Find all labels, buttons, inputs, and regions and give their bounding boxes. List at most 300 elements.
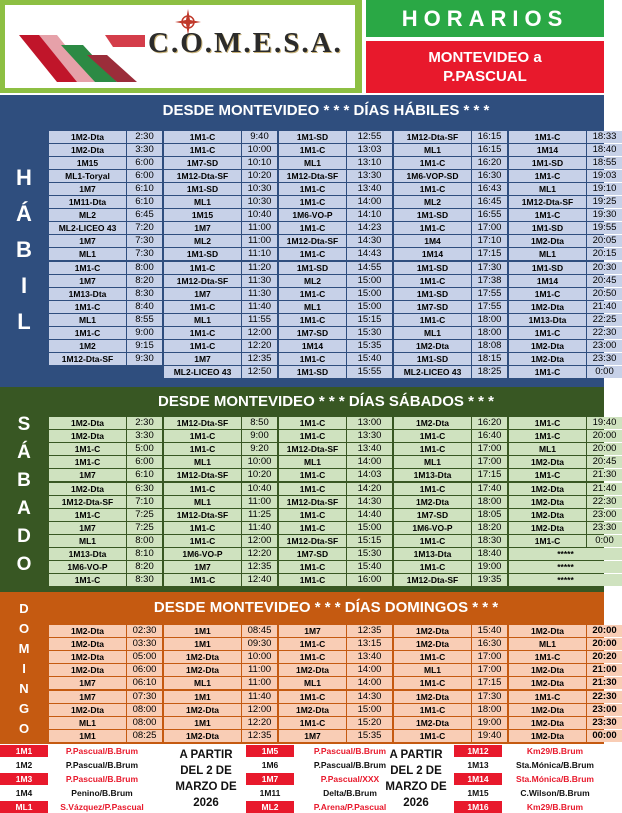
schedule-route-cell: 1M6-VO-P: [279, 209, 346, 221]
schedule-route-cell: 1M6-VO-P: [164, 548, 241, 560]
schedule-time-cell: 15:15: [347, 535, 392, 547]
schedule-time-cell: 8:30: [127, 288, 162, 300]
schedule-time-cell: 6:30: [127, 483, 162, 495]
schedule-route-cell: 1M1-C: [279, 509, 346, 521]
schedule-time-cell: 18:05: [472, 509, 507, 521]
schedule-route-cell: 1M1: [164, 625, 241, 637]
no-service-marker: *****: [509, 574, 622, 586]
schedule-time-cell: 11:40: [242, 522, 277, 534]
schedule-time-cell: 19:55: [587, 222, 622, 234]
legend-route-destination: Km29/B.Brum: [504, 801, 606, 813]
schedule-route-cell: 1M7: [49, 677, 126, 689]
side-letter: G: [18, 700, 30, 716]
section-title-habiles: DESDE MONTEVIDEO * * * DÍAS HÁBILES * * *: [162, 102, 490, 119]
schedule-route-cell: 1M1-C: [164, 340, 241, 352]
schedule-time-cell: 00:00: [587, 730, 622, 742]
legend-route-destination: P.Pascual/B.Brum: [296, 759, 404, 771]
schedule-time-cell: 15:40: [347, 353, 392, 365]
side-letter: O: [16, 553, 32, 575]
side-letter: S: [17, 413, 31, 435]
schedule-route-cell: 1M1-C: [509, 131, 586, 143]
schedule-time-cell: 09:30: [242, 638, 277, 650]
side-letter: N: [19, 680, 29, 696]
schedule-route-cell: 1M1-C: [509, 691, 586, 703]
schedule-route-cell: ML1: [394, 664, 471, 676]
schedule-route-cell: 1M12-Dta-SF: [164, 509, 241, 521]
schedule-time-cell: 22:30: [587, 691, 622, 703]
schedule-route-cell: ML1: [164, 314, 241, 326]
schedule-route-cell: 1M1-C: [164, 430, 241, 442]
schedule-time-cell: 15:00: [347, 288, 392, 300]
schedule-time-cell: 15:15: [347, 314, 392, 326]
schedule-time-cell: 17:00: [472, 222, 507, 234]
schedule-route-cell: 1M1-C: [49, 301, 126, 313]
schedule-route-cell: ML2-LICEO 43: [394, 366, 471, 378]
schedule-route-cell: 1M1-C: [509, 417, 586, 429]
schedule-route-cell: 1M12-Dta-SF: [164, 469, 241, 481]
schedule-time-cell: 7:25: [127, 522, 162, 534]
schedule-route-cell: 1M6-VO-P: [49, 561, 126, 573]
schedule-time-cell: 12:35: [242, 561, 277, 573]
schedule-route-cell: 1M2-Dta: [509, 483, 586, 495]
schedule-time-cell: 23:30: [587, 717, 622, 729]
schedule-route-cell: 1M1-C: [509, 469, 586, 481]
schedule-route-cell: 1M1: [49, 730, 126, 742]
schedule-route-cell: 1M7: [49, 522, 126, 534]
route-label: [366, 41, 604, 93]
schedule-route-cell: 1M7: [279, 730, 346, 742]
schedule-time-cell: 18:30: [472, 535, 507, 547]
schedule-time-cell: 13:15: [347, 638, 392, 650]
effective-date-line: DEL 2 DE: [390, 765, 442, 777]
schedule-route-cell: 1M13-Dta: [394, 548, 471, 560]
schedule-route-cell: ML2: [164, 235, 241, 247]
schedule-time-cell: 17:55: [472, 288, 507, 300]
schedule-route-cell: 1M1-C: [279, 469, 346, 481]
schedule-time-cell: 22:30: [587, 327, 622, 339]
schedule-route-cell: 1M7-SD: [164, 157, 241, 169]
schedule-time-cell: 8:00: [127, 535, 162, 547]
schedule-route-cell: ML1: [279, 677, 346, 689]
schedule-route-cell: ML1: [164, 456, 241, 468]
schedule-route-cell: ML1: [394, 456, 471, 468]
legend-route-destination: Sta.Mónica/B.Brum: [504, 773, 606, 785]
schedule-route-cell: 1M1-C: [279, 288, 346, 300]
schedule-time-cell: 19:00: [472, 561, 507, 573]
schedule-route-cell: 1M1-C: [164, 144, 241, 156]
effective-date-line: 2026: [193, 797, 219, 809]
schedule-route-cell: 1M1-C: [394, 561, 471, 573]
schedule-time-cell: 12:35: [242, 353, 277, 365]
schedule-time-cell: 21:00: [587, 664, 622, 676]
schedule-route-cell: 1M1-C: [164, 522, 241, 534]
schedule-time-cell: 17:00: [472, 443, 507, 455]
schedule-time-cell: 21:40: [587, 301, 622, 313]
schedule-route-cell: 1M2-Dta: [509, 704, 586, 716]
legend-route-code: 1M7: [246, 773, 294, 785]
schedule-time-cell: 13:40: [347, 183, 392, 195]
schedule-time-cell: 8:10: [127, 548, 162, 560]
schedule-time-cell: 21:30: [587, 469, 622, 481]
schedule-time-cell: 20:30: [587, 262, 622, 274]
schedule-route-cell: 1M2-Dta: [509, 522, 586, 534]
legend-route-code: ML1: [0, 801, 48, 813]
schedule-time-cell: 18:40: [472, 548, 507, 560]
schedule-time-cell: 20:00: [587, 443, 622, 455]
schedule-time-cell: 9:00: [127, 327, 162, 339]
schedule-route-cell: 1M12-Dta-SF: [279, 443, 346, 455]
schedule-time-cell: 16:00: [347, 574, 392, 586]
schedule-time-cell: 11:00: [242, 235, 277, 247]
side-label-sabado: [0, 387, 48, 592]
schedule-route-cell: 1M14: [509, 275, 586, 287]
schedule-time-cell: 11:00: [242, 677, 277, 689]
side-letter: D: [19, 600, 29, 616]
schedule-route-cell: 1M1-C: [164, 131, 241, 143]
schedule-time-cell: 16:30: [472, 638, 507, 650]
schedule-time-cell: 7:25: [127, 509, 162, 521]
schedule-route-cell: 1M7: [164, 353, 241, 365]
schedule-route-cell: 1M2-Dta: [509, 664, 586, 676]
schedule-time-cell: 19:40: [587, 417, 622, 429]
schedule-time-cell: 6:00: [127, 157, 162, 169]
schedule-time-cell: 13:03: [347, 144, 392, 156]
schedule-time-cell: 17:10: [472, 235, 507, 247]
schedule-time-cell: 17:15: [472, 248, 507, 260]
schedule-time-cell: 21:40: [587, 483, 622, 495]
schedule-time-cell: 16:45: [472, 196, 507, 208]
schedule-route-cell: 1M12-Dta-SF: [164, 170, 241, 182]
schedule-time-cell: 20:20: [587, 651, 622, 663]
schedule-time-cell: 7:10: [127, 496, 162, 508]
schedule-time-cell: 20:45: [587, 456, 622, 468]
schedule-time-cell: 6:10: [127, 469, 162, 481]
schedule-route-cell: 1M12-Dta-SF: [49, 496, 126, 508]
schedule-route-cell: 1M7-SD: [394, 301, 471, 313]
schedule-route-cell: 1M1-C: [49, 509, 126, 521]
schedule-time-cell: 10:10: [242, 157, 277, 169]
schedule-route-cell: 1M1-SD: [509, 262, 586, 274]
schedule-route-cell: ML1: [279, 456, 346, 468]
schedule-route-cell: 1M2-Dta: [509, 235, 586, 247]
legend-route-code: 1M4: [0, 787, 48, 799]
schedule-route-cell: 1M2-Dta: [509, 496, 586, 508]
schedule-time-cell: 11:00: [242, 222, 277, 234]
schedule-route-cell: ML1: [49, 535, 126, 547]
schedule-route-cell: 1M1-C: [279, 144, 346, 156]
legend-route-destination: P.Pascual/B.Brum: [50, 745, 154, 757]
side-letter: L: [17, 309, 31, 334]
schedule-time-cell: 10:20: [242, 469, 277, 481]
schedule-time-cell: 17:30: [472, 691, 507, 703]
schedule-route-cell: 1M1-C: [49, 443, 126, 455]
legend-route-code: 1M6: [246, 759, 294, 771]
no-service-marker: *****: [509, 548, 622, 560]
schedule-time-cell: 12:00: [242, 704, 277, 716]
schedule-time-cell: 11:40: [242, 301, 277, 313]
schedule-route-cell: 1M1-SD: [279, 131, 346, 143]
schedule-route-cell: 1M12-Dta-SF: [164, 275, 241, 287]
schedule-time-cell: 15:30: [347, 548, 392, 560]
schedule-route-cell: 1M15: [164, 209, 241, 221]
schedule-time-cell: 11:30: [242, 288, 277, 300]
schedule-route-cell: 1M1-C: [164, 327, 241, 339]
schedule-route-cell: 1M1-C: [509, 288, 586, 300]
schedule-route-cell: 1M2-Dta: [394, 417, 471, 429]
schedule-route-cell: 1M1-C: [279, 248, 346, 260]
schedule-route-cell: 1M2-Dta: [509, 717, 586, 729]
side-letter: B: [16, 237, 32, 262]
schedule-route-cell: 1M2-Dta: [49, 430, 126, 442]
legend-route-destination: P.Pascual/XXX: [296, 773, 404, 785]
schedule-time-cell: 14:40: [347, 509, 392, 521]
schedule-time-cell: 16:20: [472, 417, 507, 429]
schedule-route-cell: 1M12-Dta-SF: [164, 417, 241, 429]
schedule-time-cell: 12:20: [242, 548, 277, 560]
schedule-time-cell: 10:30: [242, 196, 277, 208]
schedule-time-cell: 06:00: [127, 664, 162, 676]
schedule-route-cell: 1M2-Dta: [394, 717, 471, 729]
schedule-time-cell: 20:15: [587, 248, 622, 260]
schedule-route-cell: 1M1-C: [279, 717, 346, 729]
schedule-route-cell: 1M1-C: [394, 430, 471, 442]
schedule-time-cell: 15:00: [347, 275, 392, 287]
legend-route-destination: P.Pascual/B.Brum: [50, 773, 154, 785]
schedule-route-cell: 1M1-C: [394, 704, 471, 716]
schedule-time-cell: 14:30: [347, 235, 392, 247]
side-label-domingo: [0, 592, 48, 744]
schedule-route-cell: 1M1-C: [394, 677, 471, 689]
schedule-time-cell: 18:15: [472, 353, 507, 365]
schedule-time-cell: 15:40: [472, 625, 507, 637]
schedule-route-cell: ML1: [49, 314, 126, 326]
schedule-route-cell: 1M1-C: [279, 353, 346, 365]
schedule-time-cell: 19:35: [472, 574, 507, 586]
schedule-time-cell: 14:30: [347, 496, 392, 508]
schedule-time-cell: 10:00: [242, 144, 277, 156]
schedule-time-cell: 20:00: [587, 430, 622, 442]
schedule-time-cell: 13:10: [347, 157, 392, 169]
effective-date-note: [174, 747, 238, 811]
schedule-route-cell: 1M1: [164, 691, 241, 703]
schedule-time-cell: 07:30: [127, 691, 162, 703]
schedule-time-cell: 12:00: [242, 327, 277, 339]
schedule-time-cell: 2:30: [127, 131, 162, 143]
legend-route-code: 1M3: [0, 773, 48, 785]
schedule-route-cell: 1M1-C: [394, 275, 471, 287]
schedule-time-cell: 11:30: [242, 275, 277, 287]
schedule-route-cell: 1M1-C: [394, 157, 471, 169]
schedule-time-cell: 16:43: [472, 183, 507, 195]
schedule-route-cell: 1M1-C: [509, 327, 586, 339]
schedule-route-cell: 1M1-C: [394, 314, 471, 326]
schedule-route-cell: ML1: [164, 677, 241, 689]
schedule-route-cell: 1M7-SD: [279, 327, 346, 339]
schedule-route-cell: 1M1-C: [49, 262, 126, 274]
legend-route-destination: C.Wilson/B.Brum: [504, 787, 606, 799]
schedule-time-cell: 20:05: [587, 235, 622, 247]
schedule-route-cell: 1M2-Dta: [394, 691, 471, 703]
schedule-time-cell: 11:40: [242, 691, 277, 703]
schedule-route-cell: 1M7: [49, 183, 126, 195]
schedule-route-cell: ML1-Toryal: [49, 170, 126, 182]
schedule-route-cell: 1M7: [164, 222, 241, 234]
schedule-time-cell: 11:10: [242, 248, 277, 260]
schedule-route-cell: 1M2-Dta: [49, 651, 126, 663]
side-letter: B: [17, 469, 31, 491]
schedule-time-cell: 16:40: [472, 430, 507, 442]
schedule-route-cell: 1M1-C: [164, 301, 241, 313]
side-letter: Á: [17, 441, 31, 463]
schedule-time-cell: 23:00: [587, 340, 622, 352]
schedule-route-cell: 1M1-C: [509, 651, 586, 663]
schedule-time-cell: 08:00: [127, 704, 162, 716]
schedule-route-cell: 1M11-Dta: [49, 196, 126, 208]
schedule-time-cell: 8:40: [127, 301, 162, 313]
schedule-route-cell: 1M12-Dta-SF: [279, 235, 346, 247]
schedule-route-cell: 1M1-C: [509, 366, 586, 378]
schedule-route-cell: 1M1-C: [279, 430, 346, 442]
schedule-time-cell: 0:00: [587, 535, 622, 547]
section-title-domingos: DESDE MONTEVIDEO * * * DÍAS DOMINGOS * * *: [153, 599, 499, 616]
schedule-route-cell: 1M2-Dta: [394, 496, 471, 508]
schedule-route-cell: 1M2: [49, 340, 126, 352]
schedule-time-cell: 23:00: [587, 704, 622, 716]
effective-date-line: MARZO DE: [385, 781, 447, 793]
schedule-time-cell: 08:45: [242, 625, 277, 637]
schedule-route-cell: 1M1-SD: [164, 248, 241, 260]
schedule-time-cell: 14:00: [347, 664, 392, 676]
schedule-route-cell: 1M1-C: [279, 522, 346, 534]
schedule-route-cell: 1M6-VO-P: [394, 522, 471, 534]
schedule-route-cell: 1M1-C: [164, 443, 241, 455]
schedule-time-cell: 6:00: [127, 456, 162, 468]
schedule-time-cell: 13:40: [347, 651, 392, 663]
schedule-time-cell: 5:00: [127, 443, 162, 455]
schedule-route-cell: 1M1-C: [279, 222, 346, 234]
schedule-time-cell: 12:20: [242, 717, 277, 729]
schedule-route-cell: 1M1-C: [49, 574, 126, 586]
schedule-time-cell: 10:20: [242, 170, 277, 182]
schedule-route-cell: 1M1-SD: [509, 222, 586, 234]
schedule-time-cell: 17:15: [472, 677, 507, 689]
side-letter: Á: [16, 201, 32, 226]
schedule-time-cell: 15:40: [347, 561, 392, 573]
schedule-time-cell: 17:00: [472, 651, 507, 663]
schedule-route-cell: ML1: [509, 248, 586, 260]
schedule-time-cell: 12:55: [347, 131, 392, 143]
schedule-time-cell: 16:20: [472, 157, 507, 169]
schedule-route-cell: ML1: [509, 443, 586, 455]
schedule-route-cell: 1M1-C: [394, 183, 471, 195]
schedule-time-cell: 15:00: [347, 704, 392, 716]
schedule-route-cell: 1M2-Dta: [49, 144, 126, 156]
schedule-time-cell: 18:20: [472, 522, 507, 534]
schedule-route-cell: 1M1-C: [279, 651, 346, 663]
section-habiles: [0, 95, 617, 387]
schedule-route-cell: 1M2-Dta: [279, 664, 346, 676]
schedule-time-cell: 23:00: [587, 509, 622, 521]
schedule-route-cell: 1M12-Dta-SF: [279, 170, 346, 182]
legend-route-code: 1M11: [246, 787, 294, 799]
side-letter: O: [18, 620, 30, 636]
schedule-time-cell: 7:30: [127, 235, 162, 247]
schedule-route-cell: 1M1-SD: [394, 353, 471, 365]
schedule-time-cell: 17:55: [472, 301, 507, 313]
schedule-time-cell: 15:20: [347, 717, 392, 729]
schedule-time-cell: 20:00: [587, 638, 622, 650]
schedule-route-cell: ML1: [49, 717, 126, 729]
schedule-time-cell: 03:30: [127, 638, 162, 650]
schedule-route-cell: 1M1-SD: [509, 157, 586, 169]
legend-route-code: 1M14: [454, 773, 502, 785]
header: [0, 0, 604, 95]
legend-route-code: 1M13: [454, 759, 502, 771]
schedule-time-cell: 11:00: [242, 664, 277, 676]
schedule-time-cell: 7:30: [127, 248, 162, 260]
schedule-route-cell: 1M1-C: [279, 314, 346, 326]
route-line-1: MONTEVIDEO a: [428, 49, 542, 66]
schedule-route-cell: 1M7: [49, 235, 126, 247]
effective-date-line: DEL 2 DE: [180, 765, 232, 777]
legend-route-destination: P.Pascual/B.Brum: [50, 759, 154, 771]
schedule-route-cell: ML2: [394, 196, 471, 208]
effective-date-line: A PARTIR: [179, 749, 233, 761]
schedule-time-cell: 17:00: [472, 664, 507, 676]
schedule-time-cell: 11:20: [242, 262, 277, 274]
schedule-route-cell: 1M2-Dta: [509, 301, 586, 313]
schedule-route-cell: 1M1-C: [394, 483, 471, 495]
schedule-time-cell: 15:00: [347, 301, 392, 313]
schedule-route-cell: 1M1-C: [164, 483, 241, 495]
legend-route-destination: Delta/B.Brum: [296, 787, 404, 799]
legend-route-destination: Penino/B.Brum: [50, 787, 154, 799]
legend-route-destination: S.Vázquez/P.Pascual: [50, 801, 154, 813]
schedule-time-cell: 18:00: [472, 327, 507, 339]
schedule-time-cell: 20:45: [587, 275, 622, 287]
schedule-route-cell: ML1: [509, 638, 586, 650]
schedule-time-cell: 05:00: [127, 651, 162, 663]
schedule-route-cell: 1M2-Dta: [49, 664, 126, 676]
schedule-time-cell: 3:30: [127, 430, 162, 442]
schedule-route-cell: ML1: [394, 327, 471, 339]
schedule-time-cell: 13:30: [347, 170, 392, 182]
schedule-time-cell: 12:40: [242, 574, 277, 586]
schedule-time-cell: 10:00: [242, 651, 277, 663]
schedule-route-cell: 1M1-C: [279, 183, 346, 195]
legend-route-code: 1M16: [454, 801, 502, 813]
schedule-time-cell: 12:35: [347, 625, 392, 637]
schedule-route-cell: 1M7: [49, 691, 126, 703]
legend-route-destination: Sta.Mónica/B.Brum: [504, 759, 606, 771]
effective-date-line: A PARTIR: [389, 749, 443, 761]
legend-route-code: 1M12: [454, 745, 502, 757]
effective-date-line: 2026: [403, 797, 429, 809]
schedule-time-cell: 9:40: [242, 131, 277, 143]
schedule-route-cell: 1M2-Dta: [49, 638, 126, 650]
schedule-time-cell: 11:00: [242, 496, 277, 508]
schedule-time-cell: 18:40: [587, 144, 622, 156]
schedule-route-cell: 1M2-Dta: [49, 483, 126, 495]
schedule-route-cell: 1M1-C: [394, 222, 471, 234]
schedule-route-cell: 1M1-SD: [394, 262, 471, 274]
schedule-time-cell: 15:35: [347, 340, 392, 352]
logo-stripes-icon: [17, 27, 147, 87]
schedule-route-cell: ML1: [164, 496, 241, 508]
route-line-2: P.PASCUAL: [443, 68, 527, 85]
schedule-time-cell: 0:00: [587, 366, 622, 378]
schedule-route-cell: 1M14: [279, 340, 346, 352]
